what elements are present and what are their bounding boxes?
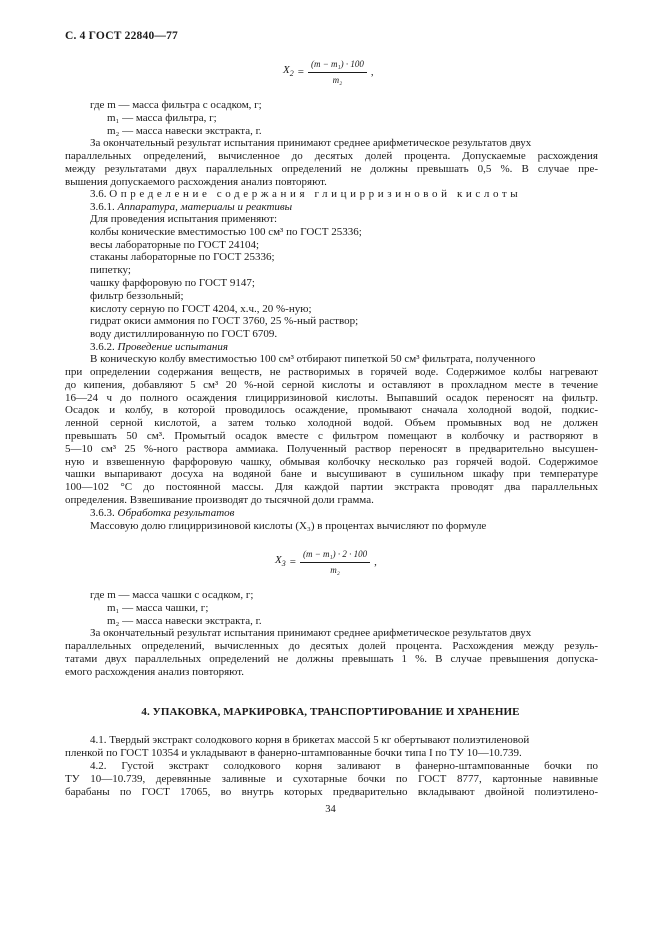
- formula-x2: [283, 58, 374, 87]
- paragraph-result-1-cont: [65, 150, 598, 188]
- legend-line: где m — масса чашки с осадком, г;: [90, 589, 254, 601]
- section-title: Проведение испытания: [117, 341, 228, 353]
- paragraph-4-2: [65, 773, 598, 799]
- text-line: 16—24 ч до полного осаждения глицирризиновой кислоты. Выпавший осадок переносят на фильтр.: [65, 391, 598, 404]
- formula-numerator: (m − m₁) · 2 · 100: [300, 548, 370, 563]
- text-line: 100—102 °С до постоянной массы. Для каждой партии экстракта проводят два параллельных: [65, 481, 598, 494]
- legend-line: m₁ — масса фильтра, г;: [107, 111, 217, 124]
- section-title: Обработка результатов: [117, 507, 235, 519]
- text-line: ную и взвешенную фарфоровую чашку, обмывая колбочку несколько раз горячей водой. Содержимое: [65, 455, 598, 468]
- text-line: при определении содержания веществ, не растворимых в горячей воде. Содержимое колбы нагревают: [65, 366, 598, 378]
- text-line: превышать 50 см³. Промытый осадок вместе с фильтром помещают в колбочку и растворяют в: [65, 429, 598, 442]
- formula-lhs: $X_2$: [283, 63, 294, 78]
- section-number: 3.6.3.: [90, 507, 115, 519]
- list-item: кислоту серную по ГОСТ 4204, х.ч., 20 %-ную;: [90, 302, 312, 315]
- text-line: определения. Взвешивание производят до тысячной доли грамма.: [65, 493, 374, 506]
- section-title: Определение содержания глицирризиновой кислоты: [109, 188, 522, 200]
- legend-line: m₁ — масса чашки, г;: [107, 601, 209, 614]
- section-3-6-1-heading: [90, 201, 598, 214]
- list-item: пипетку;: [90, 264, 131, 277]
- text-line: барабаны по ГОСТ 17065, во внутрь которых предварительно вкладывают двойной полиэтилено-: [65, 785, 598, 798]
- formula-legend-1: [90, 99, 598, 137]
- list-item: гидрат окиси аммония по ГОСТ 3760, 25 %-ный раствор;: [90, 315, 359, 328]
- text-line: емого расхождения анализ повторяют.: [65, 665, 244, 678]
- formula-tail: ,: [370, 65, 374, 78]
- list-item: Для проведения испытания применяют:: [90, 213, 278, 225]
- text-line: параллельных определений, вычисленных до десятых долей процента. Расхождения между резуль-: [65, 640, 598, 652]
- formula-eq: =: [289, 555, 296, 568]
- formula-denominator: m₂: [332, 74, 343, 85]
- paragraph-formula-intro: [90, 520, 598, 533]
- text-line: между результатами двух параллельных определений не должны превышать 0,5 %. В случае пре-: [65, 162, 598, 175]
- text-line: вышения допускаемого расхождения анализ повторяют.: [65, 175, 327, 188]
- list-item: стаканы лабораторные по ГОСТ 25336;: [90, 251, 275, 264]
- section-title: Аппаратура, материалы и реактивы: [117, 201, 293, 213]
- section-4-title: 4. УПАКОВКА, МАРКИРОВКА, ТРАНСПОРТИРОВАНИЕ И ХРАНЕНИЕ: [141, 706, 520, 718]
- text-line: чашки выпаривают досуха на водяной бане и высушивают в сушильном шкафу при температуре: [65, 468, 598, 481]
- text-line: ТУ 10—10.739, деревянные заливные и сухотарные бочки по ГОСТ 8777, картонные навивные: [65, 773, 598, 785]
- text-line: параллельных определений, вычисленное до десятых долей процента. Допускаемые расхождения: [65, 150, 598, 162]
- section-3-6-2-heading: [90, 341, 598, 354]
- list-item: чашку фарфоровую по ГОСТ 9147;: [90, 276, 255, 289]
- section-number: 3.6.2.: [90, 341, 115, 353]
- list-item: весы лабораторные по ГОСТ 24104;: [90, 238, 260, 251]
- page-header: С. 4 ГОСТ 22840—77: [65, 30, 178, 42]
- section-number: 3.6.: [90, 188, 107, 200]
- paragraph-result-2-first: [90, 627, 598, 640]
- formula-numerator: (m − m₁) · 100: [308, 58, 367, 73]
- page-number: 34: [325, 804, 336, 815]
- formula-denominator: m₂: [330, 564, 340, 575]
- text-line: 4.1. Твердый экстракт солодкового корня в брикетах массой 5 кг обертывают полиэтиленовой: [90, 734, 530, 746]
- text-line: 5—10 см³ 25 %-ного раствора аммиака. Полученный раствор переносят в предварительно высушен-: [65, 442, 598, 455]
- list-item: фильтр беззольный;: [90, 289, 184, 302]
- legend-line: m₂ — масса навески экстракта, г.: [107, 614, 262, 627]
- text-line: 4.2. Густой экстракт солодкового корня заливают в фанерно-штампованные бочки по: [90, 760, 598, 772]
- formula-x3: [275, 548, 377, 577]
- list-item: колбы конические вместимостью 100 см³ по ГОСТ 25336;: [90, 225, 362, 238]
- paragraph-procedure-first: [90, 353, 598, 366]
- text-line: Массовую долю глицирризиновой кислоты (X₃) в процентах вычисляют по формуле: [90, 520, 487, 532]
- formula-legend-2: [90, 589, 598, 627]
- section-3-6-3-heading: [90, 507, 598, 520]
- paragraph-result-1: [90, 137, 598, 150]
- formula-tail: ,: [374, 555, 377, 568]
- materials-list: [90, 213, 598, 341]
- text-line: до кипения, добавляют 5 см³ 20 %-ной серной кислоты и оставляют в прохладном месте в течение: [65, 378, 598, 391]
- text-line: За окончательный результат испытания принимают среднее арифметическое результатов двух: [90, 137, 532, 149]
- list-item: воду дистиллированную по ГОСТ 6709.: [90, 328, 278, 341]
- legend-line: m₂ — масса навески экстракта, г.: [107, 124, 262, 137]
- formula-fraction: [300, 548, 370, 577]
- section-3-6-heading: [90, 188, 598, 201]
- text-line: Осадок и колбу, в которой проводилось осаждение, промывают сначала холодной водой, подкис-: [65, 404, 598, 417]
- text-line: пленкой по ГОСТ 10354 и укладывают в фанерно-штампованные бочки типа I по ТУ 10—10.739.: [65, 747, 522, 759]
- paragraph-procedure: [65, 366, 598, 507]
- section-number: 3.6.1.: [90, 201, 115, 213]
- paragraph-4-2-first: [90, 760, 598, 773]
- paragraph-4-1-first: [90, 734, 598, 747]
- legend-line: где m — масса фильтра с осадком, г;: [90, 99, 262, 111]
- text-line: ленной серной кислотой, а затем только холодной водой. Объем промывных вод не должен: [65, 417, 598, 430]
- text-line: В коническую колбу вместимостью 100 см³ отбирают пипеткой 50 см³ фильтрата, полученного: [90, 353, 536, 365]
- text-line: За окончательный результат испытания принимают среднее арифметическое результатов двух: [90, 627, 532, 639]
- formula-fraction: [308, 58, 367, 87]
- formula-eq: =: [297, 65, 304, 78]
- paragraph-4-1: [65, 747, 598, 760]
- paragraph-result-2: [65, 640, 598, 678]
- formula-lhs: $X_3$: [275, 553, 286, 568]
- text-line: татами двух параллельных определений не должны превышать 1 %. В случае превышения допуска-: [65, 652, 598, 665]
